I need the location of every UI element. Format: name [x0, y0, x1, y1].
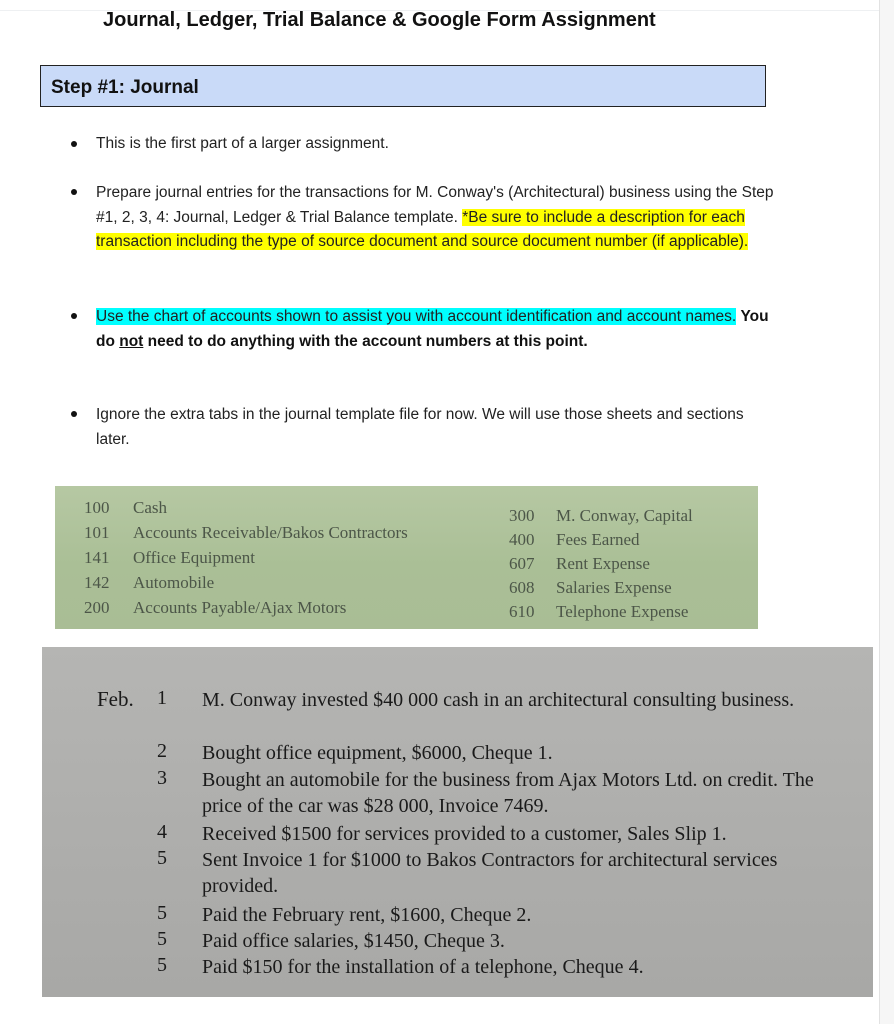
transaction-day: 2 [157, 740, 167, 762]
transaction-month: Feb. [97, 687, 134, 711]
account-number: 200 [84, 598, 110, 617]
transaction-text: Received $1500 for services provided to a customer, Sales Slip 1. [202, 823, 727, 845]
coa-row [84, 571, 215, 595]
account-number: 607 [509, 554, 535, 573]
bullet-text-1: This is the first part of a larger assignment. [96, 135, 389, 152]
account-number: 141 [84, 548, 110, 567]
bullet-dot [71, 189, 77, 195]
vertical-scrollbar[interactable] [879, 0, 894, 1024]
bullet-dot [71, 313, 77, 319]
transaction-day: 4 [157, 821, 167, 843]
account-name: Automobile [133, 573, 215, 592]
account-number: 100 [84, 498, 110, 517]
bullet-text-2 [96, 181, 776, 255]
account-name: Rent Expense [556, 554, 650, 573]
bullet-3-bold-post: need to do anything with the account numbers at this point. [147, 332, 588, 350]
account-number: 142 [84, 573, 110, 592]
transaction-day: 5 [157, 954, 167, 976]
bullet-dot [71, 411, 77, 417]
account-name: Salaries Expense [556, 578, 672, 597]
account-name: M. Conway, Capital [556, 506, 693, 525]
transaction-text: M. Conway invested $40 000 cash in an architectural consulting business. [202, 689, 795, 711]
chart-of-accounts-image [55, 486, 758, 629]
bullet-text-4: Ignore the extra tabs in the journal template file for now. We will use those sheets and sections later. [96, 406, 744, 448]
transaction-day: 5 [157, 902, 167, 924]
document-title: Journal, Ledger, Trial Balance & Google Form Assignment [103, 9, 656, 31]
coa-row [509, 528, 640, 552]
account-name: Cash [133, 498, 167, 517]
bullet-3-bold-pre: You do [96, 308, 769, 350]
coa-row [84, 521, 408, 545]
coa-row [509, 576, 672, 600]
transaction-text: Paid the February rent, $1600, Cheque 2. [202, 904, 532, 926]
transaction-day: 3 [157, 767, 167, 789]
bullet-dot [71, 141, 77, 147]
transaction-text: Paid office salaries, $1450, Cheque 3. [202, 930, 505, 952]
coa-row [509, 504, 693, 528]
account-name: Fees Earned [556, 530, 640, 549]
account-name: Telephone Expense [556, 602, 689, 621]
transaction-text: Paid $150 for the installation of a telephone, Cheque 4. [202, 956, 644, 978]
account-number: 300 [509, 506, 535, 525]
transaction-text: Sent Invoice 1 for $1000 to Bakos Contractors for architectural services provided. [202, 849, 778, 897]
transaction-day: 5 [157, 847, 167, 869]
transaction-text: Bought office equipment, $6000, Cheque 1. [202, 742, 553, 764]
bullet-3-underline: not [119, 332, 144, 350]
transactions-image [42, 647, 873, 997]
account-name: Accounts Payable/Ajax Motors [133, 598, 347, 617]
account-name: Accounts Receivable/Bakos Contractors [133, 523, 408, 542]
coa-row [84, 546, 255, 570]
bullet-2-highlight: *Be sure to include a description for each transaction including the type of source document and source document number (if applicable). [96, 208, 749, 250]
step-heading-box [40, 65, 766, 107]
step-title: Step #1: Journal [51, 77, 199, 98]
account-number: 101 [84, 523, 110, 542]
coa-row [509, 600, 689, 624]
bullet-3-highlight: Use the chart of accounts shown to assist you with account identification and account names. [96, 308, 737, 325]
account-name: Office Equipment [133, 548, 255, 567]
bullet-2-text: Prepare journal entries for the transactions for M. Conway's (Architectural) business using the Step #1, 2, 3, 4: Journal, Ledger & Trial Balance template. [96, 184, 774, 226]
coa-row [84, 496, 167, 520]
bullet-text-3 [96, 305, 776, 354]
coa-row [509, 552, 650, 576]
transaction-day: 5 [157, 928, 167, 950]
transaction-day: 1 [157, 687, 167, 709]
coa-row [84, 596, 347, 620]
account-number: 608 [509, 578, 535, 597]
account-number: 610 [509, 602, 535, 621]
transaction-text: Bought an automobile for the business from Ajax Motors Ltd. on credit. The price of the car was $28 000, Invoice 7469. [202, 769, 814, 817]
account-number: 400 [509, 530, 535, 549]
